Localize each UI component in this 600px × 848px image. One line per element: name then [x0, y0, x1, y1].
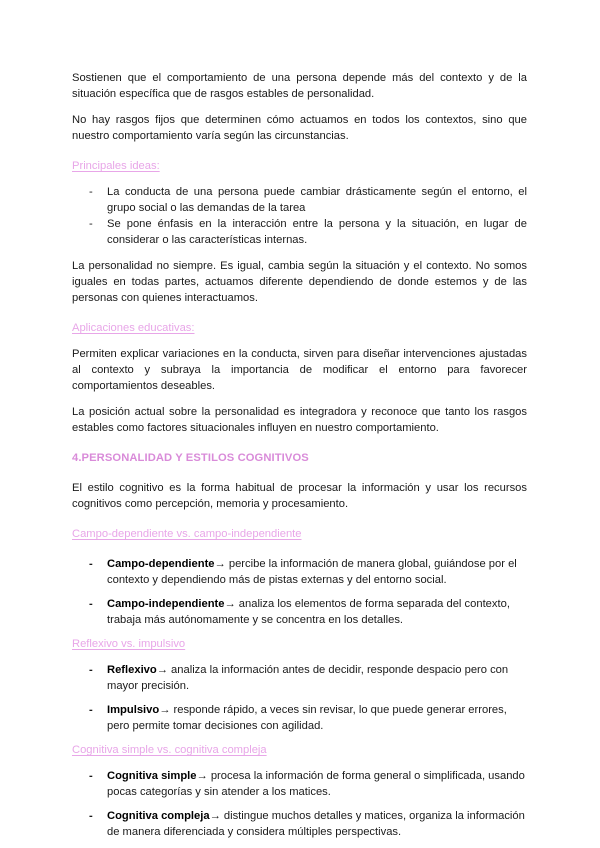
campo-list	[72, 556, 527, 628]
heading-aplicaciones: Aplicaciones educativas:	[72, 322, 195, 334]
paragraph-situacionismo: Sostienen que el comportamiento de una persona depende más del contexto y de la situación específica que de rasgos estables de personalidad.	[72, 72, 527, 100]
section-heading-estilos: 4.PERSONALIDAD Y ESTILOS COGNITIVOS	[72, 452, 309, 464]
reflexivo-list	[72, 662, 527, 734]
list-item: - Campo-dependiente→ percibe la información de manera global, guiándose por el contexto y dependiendo más de pistas externas y del entorno social.	[89, 558, 517, 586]
list-item: - Campo-independiente→ analiza los elementos de forma separada del contexto, trabaja más autónomamente y se concentra en los detalles.	[89, 598, 510, 626]
cognitiva-list	[72, 768, 527, 840]
subheading-campo: Campo-dependiente vs. campo-independiente	[72, 528, 302, 540]
paragraph-aplicaciones: Permiten explicar variaciones en la conducta, sirven para diseñar intervenciones ajustadas al contexto y subraya la importancia de modificar el entorno para favorecer comportamientos deseables.	[72, 348, 527, 392]
ideas-list	[72, 184, 527, 248]
list-item: - La conducta de una persona puede cambiar drásticamente según el entorno, el grupo social o las demandas de la tarea	[89, 186, 527, 214]
subheading-reflexivo: Reflexivo vs. impulsivo	[72, 638, 186, 650]
paragraph-posicion: La posición actual sobre la personalidad es integradora y reconoce que tanto los rasgos estables como factores situacionales influyen en nuestro comportamiento.	[72, 406, 527, 434]
list-item: - Impulsivo→ responde rápido, a veces sin revisar, lo que puede generar errores, pero permite tomar decisiones con agilidad.	[89, 704, 507, 732]
paragraph-rasgos: No hay rasgos fijos que determinen cómo actuamos en todos los contextos, sino que nuestro comportamiento varía según las circunstancias.	[72, 114, 527, 142]
heading-principales-ideas: Principales ideas:	[72, 160, 160, 172]
list-item: - Cognitiva compleja→ distingue muchos detalles y matices, organiza la información de manera diferenciada y considera múltiples perspectivas.	[89, 810, 525, 838]
paragraph-estilo-cognitivo: El estilo cognitivo es la forma habitual de procesar la información y usar los recursos cognitivos como percepción, memoria y procesamiento.	[72, 482, 527, 510]
list-item: - Se pone énfasis en la interacción entre la persona y la situación, en lugar de considerar o las características internas.	[89, 218, 527, 246]
paragraph-personalidad: La personalidad no siempre. Es igual, cambia según la situación y el contexto. No somos iguales en todas partes, actuamos diferente dependiendo de donde estemos y de las personas con quienes interactuamos.	[72, 260, 527, 304]
list-item: - Reflexivo→ analiza la información antes de decidir, responde despacio pero con mayor precisión.	[89, 664, 509, 692]
subheading-cognitiva: Cognitiva simple vs. cognitiva compleja	[72, 744, 267, 756]
list-item: - Cognitiva simple→ procesa la información de forma general o simplificada, usando pocas categorías y sin atender a los matices.	[89, 770, 525, 798]
